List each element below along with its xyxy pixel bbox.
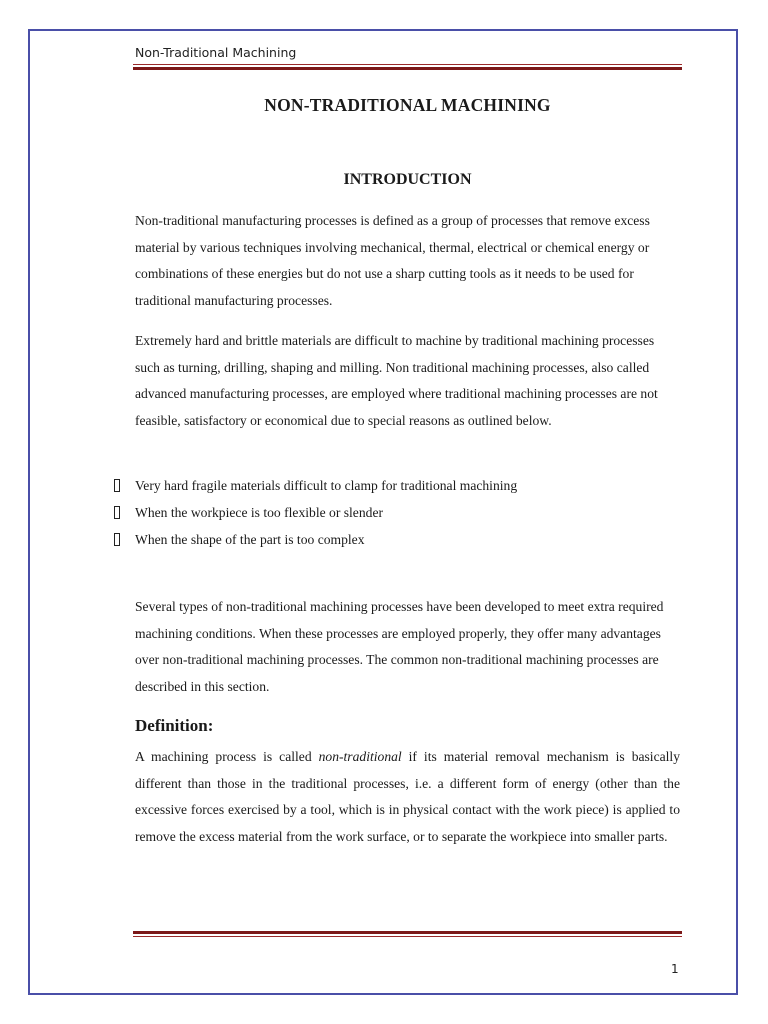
section-heading-introduction: INTRODUCTION	[343, 171, 472, 188]
bullet-icon	[112, 475, 135, 502]
page-number: 1	[671, 962, 679, 976]
header-rule-thin	[133, 64, 682, 65]
document-title: NON-TRADITIONAL MACHINING	[264, 95, 551, 115]
intro-paragraph-2: Extremely hard and brittle materials are difficult to machine by traditional machining processes such as turning, drilling, shaping and milling. Non traditional machining processes, also called advanced manufacturing processes, are employed where traditional machining processes are not feasible, satisfactory or economical due to special reasons as outlined below.	[135, 333, 658, 428]
running-header: Non-Traditional Machining	[135, 45, 297, 60]
list-item-text: When the shape of the part is too complex	[135, 531, 365, 547]
footer-rule-thin	[133, 936, 682, 937]
bullet-icon	[112, 529, 135, 556]
header-rule-thick	[133, 67, 682, 70]
list-item	[112, 502, 672, 529]
definition-text-end: if its material removal mechanism is basically different than those in the traditional processes, i.e. a different form of energy (other than the excessive forces exercised by a tool, which is in physical contact with the work piece) is applied to remove the excess material from the work surface, or to separate the workpiece into smaller parts.	[135, 749, 681, 844]
intro-paragraph-1: Non-traditional manufacturing processes is defined as a group of processes that remove excess material by various techniques involving mechanical, thermal, electrical or chemical energy or combinations of these energies but do not use a sharp cutting tools as it needs to be used for traditional manufacturing processes.	[135, 213, 650, 308]
footer-rule-thick	[133, 931, 682, 934]
list-item-text: When the workpiece is too flexible or slender	[135, 504, 383, 520]
definition-text-start: A machining process is called	[135, 749, 319, 764]
bullet-icon	[112, 502, 135, 529]
intro-paragraph-3: Several types of non-traditional machining processes have been developed to meet extra required machining conditions. When these processes are employed properly, they offer many advantages over non-traditional machining processes. The common non-traditional machining processes are described in this section.	[135, 599, 664, 694]
reasons-list	[112, 475, 672, 555]
definition-term: non-traditional	[318, 749, 402, 764]
definition-heading: Definition:	[135, 716, 214, 735]
list-item-text: Very hard fragile materials difficult to clamp for traditional machining	[135, 478, 518, 493]
list-item	[112, 529, 672, 556]
list-item	[112, 475, 672, 502]
definition-paragraph	[135, 744, 680, 850]
